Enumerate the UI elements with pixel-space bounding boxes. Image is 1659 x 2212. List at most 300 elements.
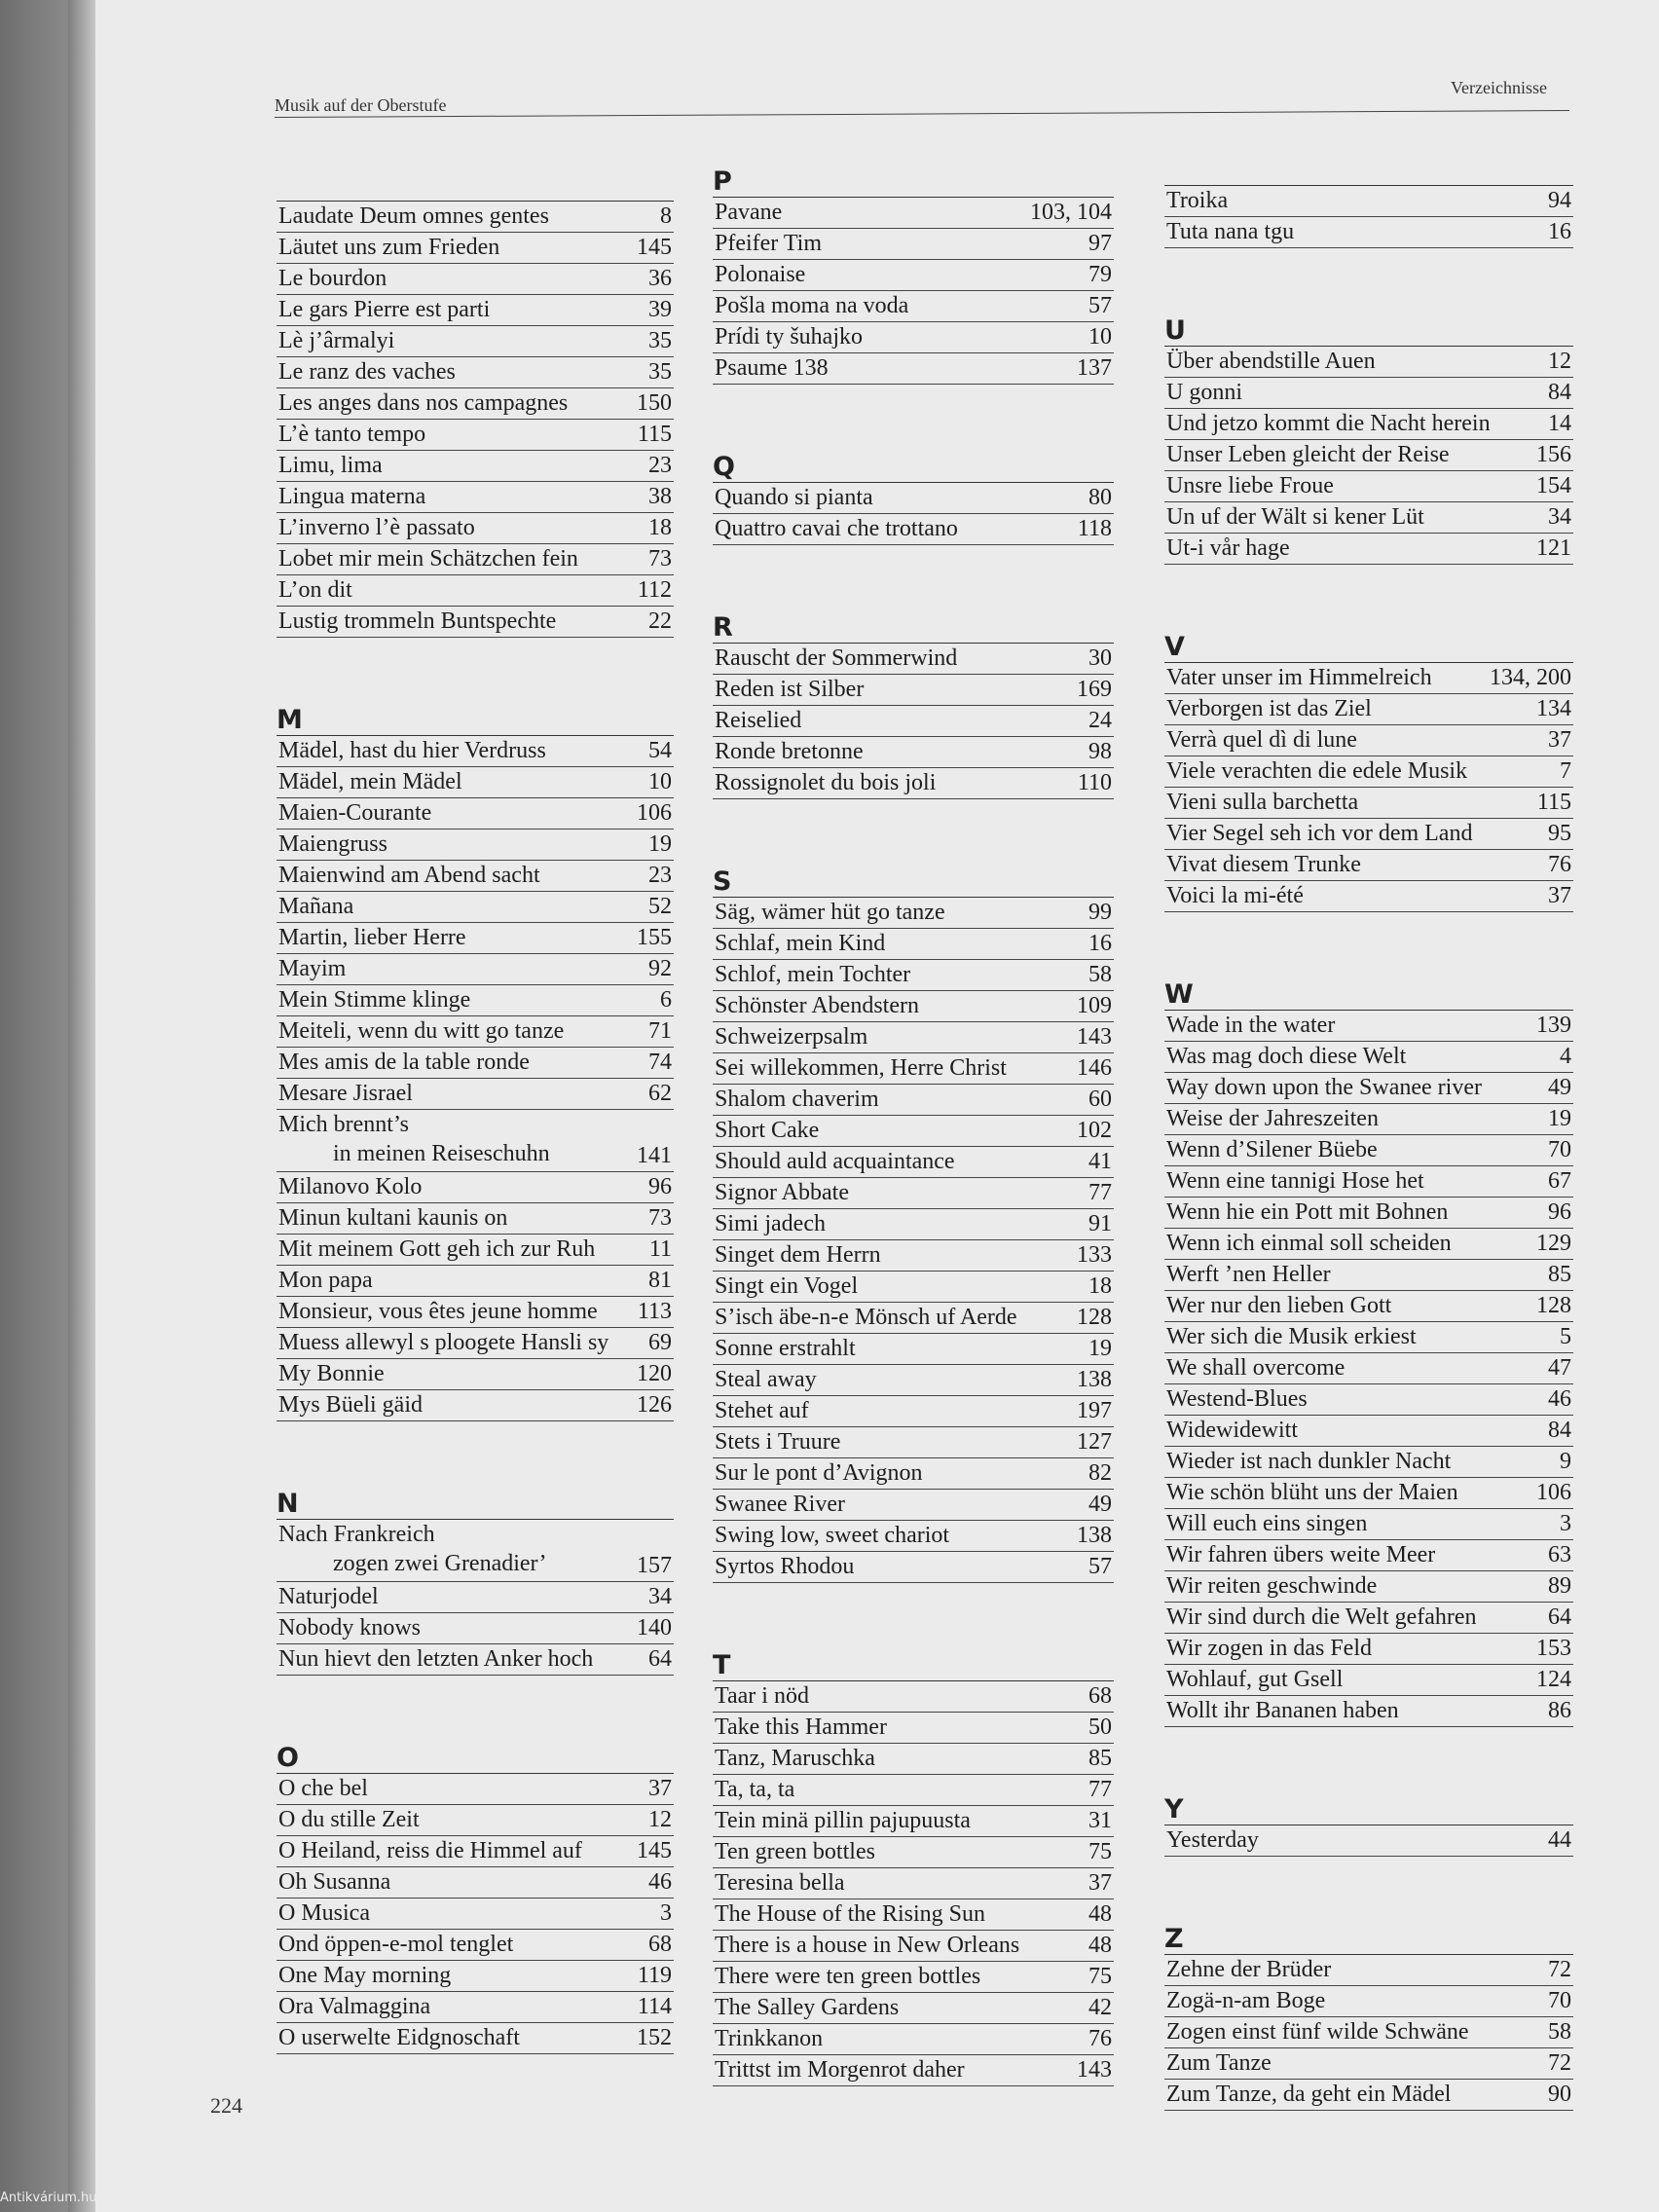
index-entry — [713, 1396, 1114, 1427]
index-entry — [276, 1359, 674, 1390]
index-entry — [1164, 1135, 1573, 1166]
index-section — [713, 867, 1114, 1583]
index-entry — [1164, 1260, 1573, 1291]
entry-title: Schlof, mein Tochter — [715, 962, 911, 987]
index-entry — [713, 960, 1114, 991]
index-section — [1164, 185, 1573, 248]
index-entry — [276, 202, 674, 233]
entry-page-number: 153 — [1536, 1636, 1571, 1661]
entry-title: Singet dem Herrn — [715, 1242, 881, 1268]
entry-title: Tanz, Maruschka — [715, 1746, 875, 1771]
entry-page-number: 18 — [648, 515, 672, 540]
index-entry — [713, 706, 1114, 737]
entry-title: Rossignolet du bois joli — [715, 770, 937, 795]
entry-page-number: 74 — [648, 1050, 672, 1075]
index-entry — [713, 1775, 1114, 1806]
entry-page-number: 42 — [1088, 1995, 1112, 2020]
entry-title: Signor Abbate — [715, 1180, 849, 1205]
entry-page-number: 12 — [1548, 349, 1571, 374]
entry-page-number: 60 — [1088, 1087, 1112, 1112]
index-entry — [276, 1110, 674, 1172]
index-entry — [713, 1116, 1114, 1147]
entry-title: Way down upon the Swanee river — [1166, 1075, 1482, 1100]
index-section — [1164, 316, 1573, 565]
entry-title: There were ten green bottles — [715, 1964, 981, 1989]
entry-page-number: 12 — [648, 1807, 672, 1832]
entry-page-number: 169 — [1077, 677, 1112, 702]
index-entry — [713, 1085, 1114, 1116]
index-entry — [1164, 1825, 1573, 1857]
index-entry — [1164, 1353, 1573, 1384]
index-entry — [1164, 881, 1573, 912]
entry-list — [1164, 1954, 1573, 2111]
entry-page-number: 4 — [1560, 1044, 1571, 1069]
entry-page-number: 113 — [637, 1299, 672, 1324]
index-entry — [1164, 1478, 1573, 1509]
entry-page-number: 150 — [637, 390, 672, 416]
index-entry — [713, 2024, 1114, 2055]
index-entry — [276, 264, 674, 295]
entry-title: Mein Stimme klinge — [278, 987, 471, 1013]
entry-title: Short Cake — [715, 1118, 820, 1143]
section-letter: P — [713, 166, 732, 197]
entry-page-number: 14 — [1548, 411, 1571, 436]
entry-page-number: 146 — [1077, 1055, 1112, 1081]
entry-page-number: 96 — [1548, 1199, 1571, 1225]
entry-page-number: 34 — [1548, 504, 1571, 530]
entry-page-number: 48 — [1088, 1933, 1112, 1958]
entry-page-number: 38 — [648, 484, 672, 509]
entry-page-number: 133 — [1077, 1242, 1112, 1268]
index-entry — [1164, 1955, 1573, 1986]
index-entry — [713, 991, 1114, 1022]
index-entry — [1164, 1509, 1573, 1540]
index-entry — [1164, 1291, 1573, 1322]
entry-page-number: 35 — [648, 359, 672, 385]
index-entry — [713, 1837, 1114, 1868]
entry-title: Wir sind durch die Welt gefahren — [1166, 1604, 1477, 1630]
entry-page-number: 44 — [1548, 1827, 1571, 1853]
entry-page-number: 97 — [1088, 231, 1112, 256]
entry-page-number: 10 — [648, 769, 672, 794]
entry-title: O userwelte Eidgnoschaft — [278, 2025, 520, 2050]
running-head-left: Musik auf der Oberstufe — [275, 95, 447, 115]
entry-page-number: 18 — [1088, 1273, 1112, 1299]
entry-page-number: 103, 104 — [1030, 200, 1112, 225]
index-section — [1164, 1925, 1573, 2111]
index-entry — [713, 260, 1114, 291]
entry-title: Naturjodel — [278, 1584, 379, 1609]
entry-page-number: 75 — [1088, 1964, 1112, 1989]
index-entry — [713, 1147, 1114, 1178]
page-number: 224 — [210, 2093, 242, 2118]
entry-page-number: 92 — [648, 956, 672, 981]
index-entry — [1164, 534, 1573, 565]
index-entry — [1164, 1011, 1573, 1042]
entry-page-number: 68 — [1088, 1683, 1112, 1709]
entry-page-number: 50 — [1088, 1714, 1112, 1740]
entry-page-number: 154 — [1536, 473, 1571, 498]
entry-title: Zogen einst fünf wilde Schwäne — [1166, 2019, 1469, 2045]
entry-title: Stets i Truure — [715, 1429, 841, 1455]
index-entry — [276, 1079, 674, 1110]
entry-title: Schweizerpsalm — [715, 1024, 868, 1050]
entry-page-number: 37 — [1548, 727, 1571, 753]
index-entry — [276, 482, 674, 513]
index-entry — [1164, 1384, 1573, 1416]
section-letter: W — [1164, 979, 1194, 1010]
index-entry — [276, 1805, 674, 1836]
entry-title: Steal away — [715, 1367, 817, 1392]
entry-title: Mädel, hast du hier Verdruss — [278, 738, 546, 763]
entry-title: Oh Susanna — [278, 1869, 391, 1895]
entry-page-number: 19 — [1548, 1106, 1571, 1131]
entry-page-number: 67 — [1548, 1168, 1571, 1194]
entry-title: Wade in the water — [1166, 1013, 1336, 1038]
entry-title: Lè j’ârmalyi — [278, 328, 395, 353]
entry-page-number: 84 — [1548, 1418, 1571, 1443]
entry-title: Limu, lima — [278, 453, 383, 478]
entry-page-number: 24 — [1088, 708, 1112, 733]
index-entry — [713, 1022, 1114, 1053]
section-letter: Z — [1164, 1924, 1184, 1954]
entry-title: L’inverno l’è passato — [278, 515, 475, 540]
entry-title: Voici la mi-été — [1166, 883, 1304, 908]
index-entry — [276, 295, 674, 326]
entry-list — [276, 1519, 674, 1676]
entry-page-number: 80 — [1088, 485, 1112, 510]
entry-page-number: 16 — [1548, 219, 1571, 244]
entry-page-number: 112 — [637, 577, 672, 603]
index-entry — [713, 1552, 1114, 1583]
entry-title: Le ranz des vaches — [278, 359, 456, 385]
index-entry — [276, 451, 674, 482]
section-letter: U — [1164, 315, 1186, 346]
entry-page-number: 115 — [637, 422, 672, 447]
section-letter: T — [713, 1650, 731, 1680]
index-entry — [276, 1836, 674, 1867]
entry-title: Taar i nöd — [715, 1683, 809, 1709]
entry-title: Mesare Jisrael — [278, 1081, 413, 1106]
entry-page-number: 109 — [1077, 993, 1112, 1018]
entry-page-number: 22 — [648, 608, 672, 634]
entry-title: Reden ist Silber — [715, 677, 865, 702]
entry-title: Stehet auf — [715, 1398, 809, 1423]
entry-title-line-2: zogen zwei Grenadier’ — [333, 1551, 547, 1576]
entry-title: Meiteli, wenn du witt go tanze — [278, 1018, 565, 1044]
index-entry — [1164, 378, 1573, 409]
entry-page-number: 19 — [648, 831, 672, 857]
entry-title: Läutet uns zum Frieden — [278, 235, 500, 260]
index-entry — [276, 1520, 674, 1582]
entry-title — [278, 1110, 672, 1168]
index-section — [713, 167, 1114, 385]
section-letter: V — [1164, 632, 1185, 662]
entry-title: Westend-Blues — [1166, 1386, 1308, 1412]
entry-title: Wer sich die Musik erkiest — [1166, 1324, 1417, 1349]
entry-title: Pavane — [715, 200, 783, 225]
index-entry — [276, 985, 674, 1016]
entry-title: Maienwind am Abend sacht — [278, 863, 540, 888]
entry-page-number: 197 — [1077, 1398, 1112, 1423]
entry-title: Mon papa — [278, 1268, 373, 1293]
entry-title: Syrtos Rhodou — [715, 1554, 855, 1579]
index-entry — [276, 388, 674, 420]
entry-page-number: 77 — [1088, 1777, 1112, 1802]
index-entry — [1164, 1447, 1573, 1478]
entry-page-number: 34 — [648, 1584, 672, 1609]
entry-page-number: 119 — [637, 1963, 672, 1988]
index-entry — [713, 322, 1114, 353]
entry-page-number: 85 — [1548, 1262, 1571, 1287]
entry-title: Lustig trommeln Buntspechte — [278, 608, 557, 634]
entry-page-number: 128 — [1536, 1293, 1571, 1318]
entry-title: Rauscht der Sommerwind — [715, 645, 958, 671]
entry-title: My Bonnie — [278, 1361, 385, 1386]
entry-title: Lingua materna — [278, 484, 426, 509]
index-entry — [1164, 502, 1573, 534]
entry-title: Mayim — [278, 956, 347, 981]
entry-title: Reiselied — [715, 708, 802, 733]
entry-page-number: 23 — [648, 453, 672, 478]
index-entry — [713, 1053, 1114, 1085]
entry-page-number: 49 — [1088, 1492, 1112, 1517]
entry-page-number: 62 — [648, 1081, 672, 1106]
entry-page-number: 145 — [637, 1838, 672, 1863]
index-entry — [276, 1899, 674, 1930]
entry-page-number: 41 — [1088, 1149, 1112, 1174]
entry-title: Polonaise — [715, 262, 806, 287]
index-entry — [713, 1178, 1114, 1209]
index-entry — [276, 861, 674, 892]
entry-page-number: 106 — [1536, 1480, 1571, 1505]
entry-page-number: 152 — [637, 2025, 672, 2050]
entry-list — [276, 1773, 674, 2054]
index-entry — [276, 923, 674, 954]
entry-title: Pfeifer Tim — [715, 231, 823, 256]
index-entry — [713, 291, 1114, 322]
entry-page-number: 49 — [1548, 1075, 1571, 1100]
entry-title: Wieder ist nach dunkler Nacht — [1166, 1449, 1452, 1474]
entry-title: Vier Segel seh ich vor dem Land — [1166, 821, 1473, 846]
index-entry — [1164, 694, 1573, 725]
entry-title: We shall overcome — [1166, 1355, 1346, 1381]
entry-page-number: 94 — [1548, 188, 1571, 213]
entry-page-number: 99 — [1088, 900, 1112, 925]
entry-title: Zum Tanze — [1166, 2050, 1272, 2076]
entry-title: Wer nur den lieben Gott — [1166, 1293, 1392, 1318]
index-entry — [1164, 186, 1573, 217]
index-section — [276, 1490, 674, 1676]
entry-page-number: 36 — [648, 266, 672, 291]
index-entry — [1164, 1986, 1573, 2017]
index-entry — [1164, 1198, 1573, 1229]
entry-page-number: 86 — [1548, 1698, 1571, 1723]
entry-title: Singt ein Vogel — [715, 1273, 859, 1299]
entry-title: Wenn d’Silener Büebe — [1166, 1137, 1378, 1162]
entry-title: Yesterday — [1166, 1827, 1259, 1853]
entry-page-number: 98 — [1088, 739, 1112, 764]
index-entry — [713, 2055, 1114, 2086]
entry-page-number: 79 — [1088, 262, 1112, 287]
running-head-right: Verzeichnisse — [1451, 78, 1547, 97]
section-letter: Y — [1164, 1794, 1184, 1825]
entry-list — [713, 643, 1114, 799]
index-entry — [713, 1272, 1114, 1303]
entry-title: Mys Büeli gäid — [278, 1392, 423, 1418]
entry-page-number: 46 — [1548, 1386, 1571, 1412]
entry-title: L’on dit — [278, 577, 352, 603]
entry-page-number: 126 — [637, 1392, 672, 1418]
entry-page-number: 91 — [1088, 1211, 1112, 1236]
entry-title-line-1: Nach Frankreich — [278, 1522, 435, 1547]
entry-page-number: 30 — [1088, 645, 1112, 671]
entry-page-number: 138 — [1077, 1523, 1112, 1548]
entry-page-number: 102 — [1077, 1118, 1112, 1143]
entry-title: Un uf der Wält si kener Lüt — [1166, 504, 1424, 530]
index-entry — [713, 1806, 1114, 1837]
entry-page-number: 46 — [648, 1869, 672, 1895]
entry-page-number: 19 — [1088, 1336, 1112, 1361]
index-entry — [713, 675, 1114, 706]
index-section — [713, 613, 1114, 799]
index-entry — [276, 1235, 674, 1266]
entry-page-number: 58 — [1088, 962, 1112, 987]
entry-page-number: 3 — [1560, 1511, 1571, 1536]
index-entry — [276, 544, 674, 575]
entry-title: Mes amis de la table ronde — [278, 1050, 530, 1075]
entry-title: There is a house in New Orleans — [715, 1933, 1020, 1958]
index-entry — [276, 1613, 674, 1644]
index-entry — [276, 607, 674, 638]
index-entry — [1164, 663, 1573, 694]
index-entry — [713, 1993, 1114, 2024]
entry-page-number: 37 — [1548, 883, 1571, 908]
entry-title: Milanovo Kolo — [278, 1174, 423, 1199]
entry-title: Maiengruss — [278, 831, 387, 857]
entry-title: Prídi ty šuhajko — [715, 324, 864, 350]
index-entry — [1164, 1042, 1573, 1073]
entry-title: Swanee River — [715, 1492, 845, 1517]
index-entry — [1164, 1073, 1573, 1104]
index-entry — [276, 736, 674, 767]
entry-title: Take this Hammer — [715, 1714, 887, 1740]
index-entry — [276, 420, 674, 451]
entry-title: Sur le pont d’Avignon — [715, 1460, 923, 1486]
entry-page-number: 11 — [648, 1236, 672, 1262]
entry-page-number: 155 — [637, 925, 672, 950]
index-entry — [1164, 2080, 1573, 2111]
entry-page-number: 114 — [637, 1994, 672, 2019]
entry-page-number: 143 — [1077, 1024, 1112, 1050]
entry-page-number: 72 — [1548, 1957, 1571, 1982]
entry-title: Pošla moma na voda — [715, 293, 909, 318]
index-entry — [713, 229, 1114, 260]
index-entry — [276, 767, 674, 798]
entry-title: Lobet mir mein Schätzchen fein — [278, 546, 578, 571]
index-entry — [713, 898, 1114, 929]
index-entry — [713, 1334, 1114, 1365]
entry-list — [276, 735, 674, 1421]
entry-page-number: 120 — [637, 1361, 672, 1386]
index-entry — [713, 1962, 1114, 1993]
entry-title: Laudate Deum omnes gentes — [278, 203, 549, 229]
entry-page-number: 127 — [1077, 1429, 1112, 1455]
entry-title: Wir zogen in das Feld — [1166, 1636, 1372, 1661]
entry-title: Le bourdon — [278, 266, 387, 291]
entry-title: Quando si pianta — [715, 485, 873, 510]
index-entry — [276, 1930, 674, 1961]
entry-page-number: 7 — [1560, 758, 1571, 784]
entry-page-number: 89 — [1548, 1573, 1571, 1599]
entry-title: Mädel, mein Mädel — [278, 769, 462, 794]
index-entry — [713, 1899, 1114, 1931]
index-entry — [276, 326, 674, 357]
index-entry — [713, 514, 1114, 545]
index-entry — [276, 798, 674, 830]
entry-title: Sonne erstrahlt — [715, 1336, 856, 1361]
entry-title: Wir reiten geschwinde — [1166, 1573, 1378, 1599]
entry-page-number: 81 — [648, 1268, 672, 1293]
entry-page-number: 145 — [637, 235, 672, 260]
entry-title: Nun hievt den letzten Anker hoch — [278, 1646, 594, 1672]
entry-title: The Salley Gardens — [715, 1995, 900, 2020]
entry-list — [713, 897, 1114, 1583]
entry-title: Wie schön blüht uns der Maien — [1166, 1480, 1458, 1505]
index-entry — [1164, 850, 1573, 881]
entry-page-number: 137 — [1077, 355, 1112, 381]
entry-title: Widewidewitt — [1166, 1418, 1298, 1443]
index-entry — [1164, 1416, 1573, 1447]
index-entry — [276, 2023, 674, 2054]
entry-title: Zum Tanze, da geht ein Mädel — [1166, 2082, 1452, 2107]
entry-title: Wenn ich einmal soll scheiden — [1166, 1231, 1452, 1256]
index-entry — [713, 929, 1114, 960]
index-entry — [1164, 756, 1573, 788]
index-entry — [713, 1681, 1114, 1713]
entry-title: Trinkkanon — [715, 2026, 824, 2051]
entry-title: Wenn hie ein Pott mit Bohnen — [1166, 1199, 1449, 1225]
section-letter: R — [713, 612, 733, 643]
entry-page-number: 48 — [1088, 1901, 1112, 1927]
index-entry — [276, 1961, 674, 1992]
entry-page-number: 106 — [637, 800, 672, 826]
index-entry — [1164, 2017, 1573, 2048]
entry-page-number: 5 — [1560, 1324, 1571, 1349]
section-letter: N — [276, 1489, 299, 1519]
entry-title: Schönster Abendstern — [715, 993, 919, 1018]
entry-title: O du stille Zeit — [278, 1807, 420, 1832]
index-entry — [276, 233, 674, 264]
index-entry — [276, 1867, 674, 1899]
entry-title: Minun kultani kaunis on — [278, 1205, 508, 1231]
entry-title: Wenn eine tannigi Hose het — [1166, 1168, 1424, 1194]
section-letter: M — [276, 705, 303, 735]
entry-page-number: 23 — [648, 863, 672, 888]
entry-list — [1164, 1825, 1573, 1857]
index-section — [713, 453, 1114, 545]
entry-page-number: 110 — [1077, 770, 1112, 795]
entry-title: O Heiland, reiss die Himmel auf — [278, 1838, 582, 1863]
entry-title: Über abendstille Auen — [1166, 349, 1376, 374]
entry-title-line-2: in meinen Reiseschuhn — [333, 1141, 550, 1166]
index-entry — [1164, 471, 1573, 502]
entry-page-number: 73 — [648, 1205, 672, 1231]
entry-title: Maien-Courante — [278, 800, 432, 826]
entry-title: Vater unser im Himmelreich — [1166, 665, 1432, 690]
entry-title: Will euch eins singen — [1166, 1511, 1368, 1536]
index-entry — [1164, 1665, 1573, 1696]
